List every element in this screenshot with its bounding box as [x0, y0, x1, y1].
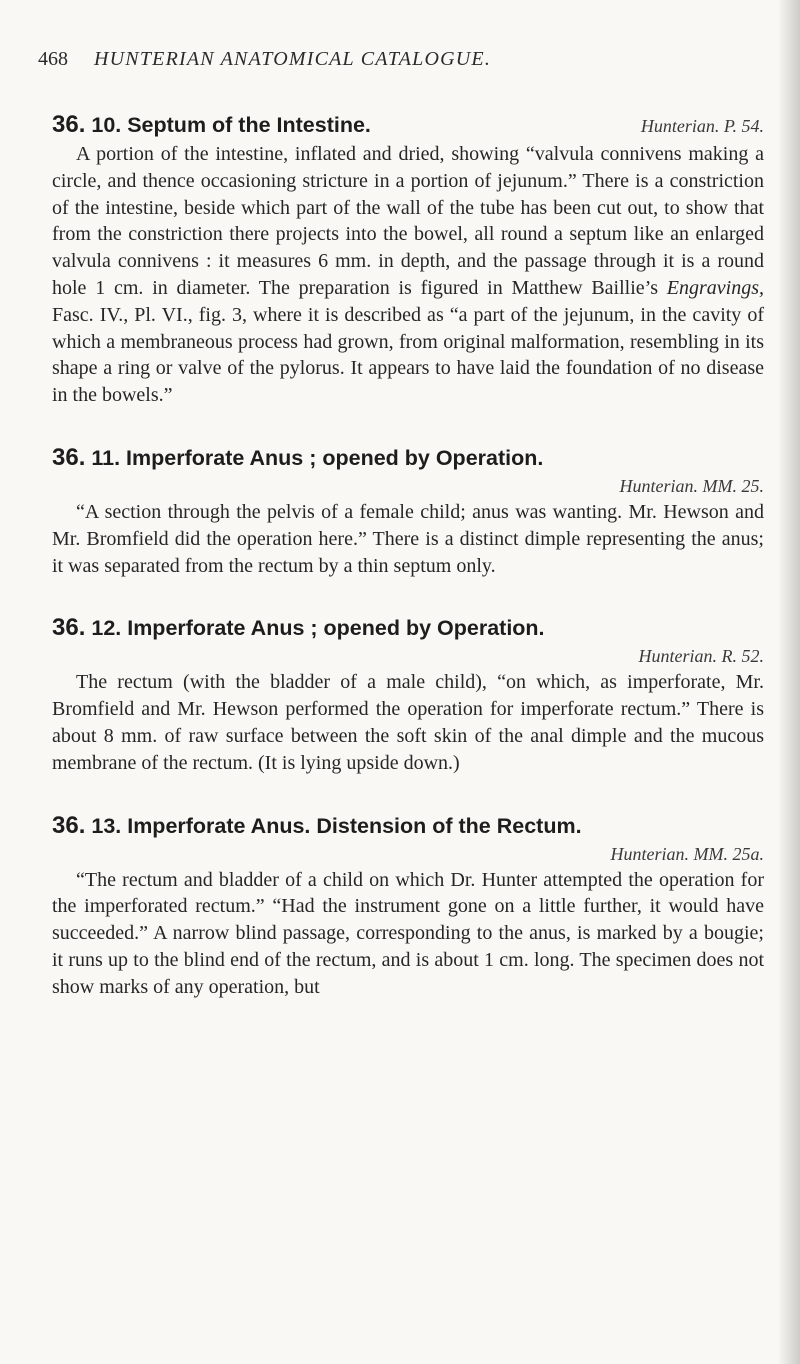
page-content [52, 110, 764, 1001]
entry-body-part-2: Fasc. IV., Pl. VI., fig. 3, where it is described as “a part of the jejunum, in the cavity of which a membraneous process had grown, from original malformation, resembling in its shape a ring or valve of the pylorus. It appears to have laid the foundation of no disease in the bowels.” [52, 303, 764, 407]
entry-body: “A section through the pelvis of a female child; anus was wanting. Mr. Hewson and Mr. Bromfield did the operation here.” There is a distinct dimple representing the anus; it was separated from the rectum by a thin septum only. [52, 500, 764, 577]
entry-body: “The rectum and bladder of a child on which Dr. Hunter attempted the operation for the imperforated rectum.” “Had the instrument gone on a little further, it would have succeeded.” A narrow blind passage, corresponding to the anus, is marked by a bougie; it runs up to the blind end of the rectum, and is about 1 cm. long. The specimen does not show marks of any operation, but [52, 868, 764, 998]
entry-number: 36. [52, 111, 86, 138]
entry-heading [52, 811, 764, 841]
catalogue-entry-36-12 [52, 613, 764, 776]
entry-reference: Hunterian. P. 54. [640, 116, 764, 136]
entry-number: 36. [52, 443, 86, 471]
entry-heading-text: 12. Imperforate Anus ; opened by Operation. [91, 616, 545, 641]
entry-number: 36. [52, 614, 86, 642]
catalogue-entry-36-10 [52, 110, 764, 409]
entry-body: The rectum (with the bladder of a male child), “on which, as imperforate, Mr. Bromfield and Mr. Hewson performed the operation for imperforate rectum.” There is about 8 mm. of raw surface between the soft skin of the anal dimple and the mucous membrane of the rectum. (It is lying upside down.) [52, 671, 764, 774]
entry-number: 36. [52, 811, 86, 839]
entry-title [52, 110, 371, 140]
entry-heading [52, 110, 764, 141]
entry-body [52, 141, 764, 409]
entry-reference: Hunterian. MM. 25a. [610, 843, 764, 864]
entry-heading-text: 11. Imperforate Anus ; opened by Operation. [91, 445, 544, 470]
catalogue-entry-36-13 [52, 811, 764, 1001]
entry-heading-text: 13. Imperforate Anus. Distension of the Rectum. [91, 813, 582, 838]
entry-heading-text: 10. Septum of the Intestine. [91, 113, 371, 137]
catalogue-entry-36-11 [52, 443, 764, 579]
entry-reference: Hunterian. MM. 25. [619, 475, 764, 496]
page-edge-shadow [778, 0, 800, 1364]
entry-title [52, 811, 582, 841]
entry-title [52, 443, 543, 473]
entry-heading [52, 613, 764, 643]
entry-title [52, 613, 545, 643]
running-title: HUNTERIAN ANATOMICAL CATALOGUE. [94, 48, 492, 70]
entry-heading [52, 443, 764, 473]
running-head [38, 48, 758, 71]
page-number: 468 [38, 48, 68, 70]
entry-body-part-1: A portion of the intestine, inflated and dried, showing “valvula connivens making a circle, and thence occasioning stricture in a portion of jejunum.” There is a constriction of the intestine, beside which part of the wall of the tube has been cut out, to show that from the constriction there projects into the bowel, all round a septum like an enlarged valvula connivens : it measures 6 mm. in depth, and the passage through it is a round hole 1 cm. in diameter. The preparation is figured in Matthew Baillie’s [52, 143, 764, 299]
entry-body-italic: Engravings, [666, 276, 764, 299]
entry-reference: Hunterian. R. 52. [638, 646, 764, 667]
